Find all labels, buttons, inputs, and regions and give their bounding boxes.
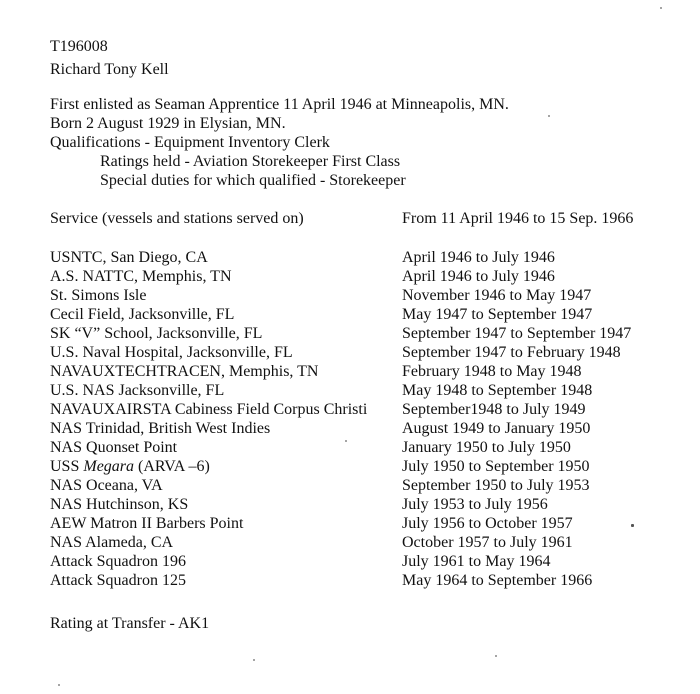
scan-speck bbox=[631, 524, 634, 527]
service-station: Attack Squadron 196 bbox=[50, 553, 186, 570]
service-dates: September 1947 to September 1947 bbox=[402, 325, 632, 342]
service-dates: July 1961 to May 1964 bbox=[402, 553, 551, 570]
service-station: St. Simons Isle bbox=[50, 287, 147, 304]
scan-speck bbox=[548, 115, 550, 117]
service-dates: July 1950 to September 1950 bbox=[402, 458, 590, 475]
service-dates: May 1948 to September 1948 bbox=[402, 382, 593, 399]
scan-speck bbox=[660, 7, 662, 9]
scan-speck bbox=[345, 440, 347, 442]
service-station: Cecil Field, Jacksonville, FL bbox=[50, 306, 235, 323]
service-date-range: From 11 April 1946 to 15 Sep. 1966 bbox=[402, 210, 634, 227]
service-station: USNTC, San Diego, CA bbox=[50, 249, 208, 266]
service-station: NAVAUXTECHTRACEN, Memphis, TN bbox=[50, 363, 319, 380]
service-station: NAVAUXAIRSTA Cabiness Field Corpus Christi bbox=[50, 401, 368, 418]
service-station: U.S. Naval Hospital, Jacksonville, FL bbox=[50, 344, 293, 361]
service-station: AEW Matron II Barbers Point bbox=[50, 515, 244, 532]
special-duties-line: Special duties for which qualified - Storekeeper bbox=[100, 172, 406, 189]
record-id: T196008 bbox=[50, 38, 108, 55]
qualifications-line: Qualifications - Equipment Inventory Clerk bbox=[50, 134, 330, 151]
service-station: NAS Hutchinson, KS bbox=[50, 496, 189, 513]
service-station: NAS Alameda, CA bbox=[50, 534, 174, 551]
service-dates: October 1957 to July 1961 bbox=[402, 534, 573, 551]
sailor-name: Richard Tony Kell bbox=[50, 61, 169, 78]
service-dates: May 1947 to September 1947 bbox=[402, 306, 593, 323]
service-dates: September 1947 to February 1948 bbox=[402, 344, 621, 361]
service-station: NAS Trinidad, British West Indies bbox=[50, 420, 271, 437]
enlistment-line: First enlisted as Seaman Apprentice 11 April 1946 at Minneapolis, MN. bbox=[50, 96, 509, 113]
service-dates: February 1948 to May 1948 bbox=[402, 363, 582, 380]
service-station: U.S. NAS Jacksonville, FL bbox=[50, 382, 225, 399]
service-dates: January 1950 to July 1950 bbox=[402, 439, 571, 456]
ratings-line: Ratings held - Aviation Storekeeper First Class bbox=[100, 153, 401, 170]
service-station: A.S. NATTC, Memphis, TN bbox=[50, 268, 232, 285]
service-dates: April 1946 to July 1946 bbox=[402, 249, 555, 266]
scan-speck bbox=[58, 684, 60, 686]
rating-at-transfer: Rating at Transfer - AK1 bbox=[50, 615, 210, 632]
birth-line: Born 2 August 1929 in Elysian, MN. bbox=[50, 115, 286, 132]
service-dates: September1948 to July 1949 bbox=[402, 401, 586, 418]
ship-hull-number: (ARVA –6) bbox=[134, 458, 210, 475]
service-station: NAS Quonset Point bbox=[50, 439, 178, 456]
service-station bbox=[50, 457, 210, 476]
service-heading: Service (vessels and stations served on) bbox=[50, 210, 304, 227]
service-dates: July 1956 to October 1957 bbox=[402, 515, 573, 532]
service-dates: September 1950 to July 1953 bbox=[402, 477, 590, 494]
service-dates: May 1964 to September 1966 bbox=[402, 572, 593, 589]
service-station: Attack Squadron 125 bbox=[50, 572, 186, 589]
service-dates: July 1953 to July 1956 bbox=[402, 496, 548, 513]
scan-speck bbox=[253, 659, 255, 661]
service-dates: November 1946 to May 1947 bbox=[402, 287, 592, 304]
ship-prefix: USS bbox=[50, 458, 84, 475]
service-station: SK “V” School, Jacksonville, FL bbox=[50, 325, 263, 342]
service-dates: April 1946 to July 1946 bbox=[402, 268, 555, 285]
scan-speck bbox=[495, 655, 497, 657]
ship-name: Megara bbox=[83, 458, 135, 475]
service-dates: August 1949 to January 1950 bbox=[402, 420, 591, 437]
service-station: NAS Oceana, VA bbox=[50, 477, 163, 494]
